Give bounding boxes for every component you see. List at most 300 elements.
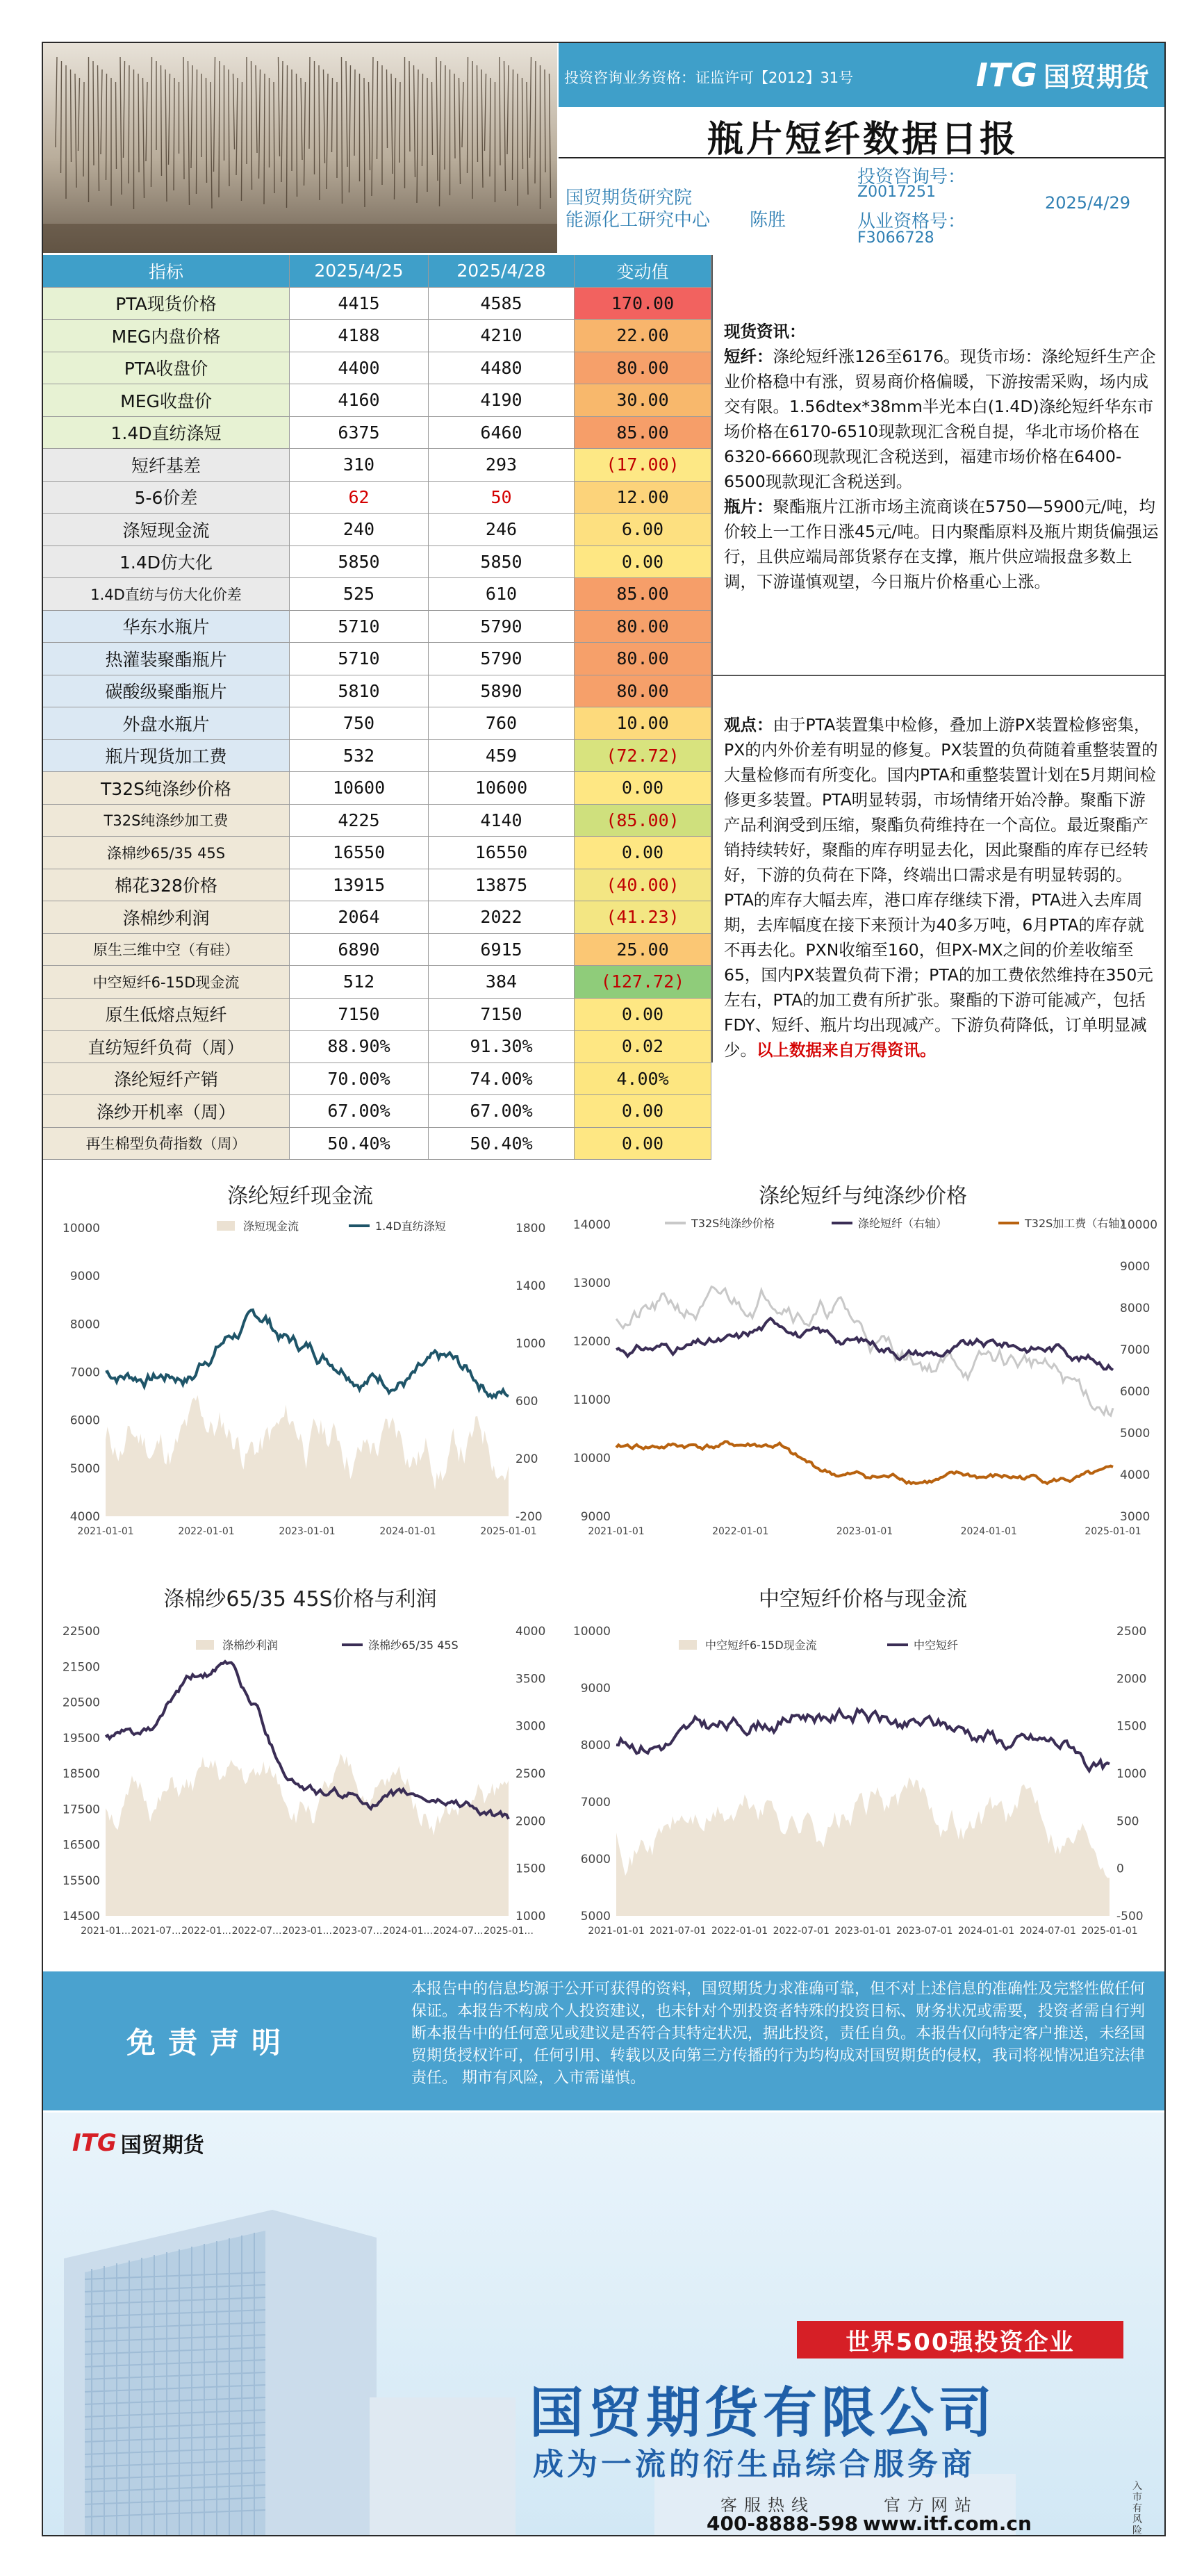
disclaimer-title: 免责声明 xyxy=(126,2026,294,2060)
row-value-prev: 240 xyxy=(290,514,429,545)
row-change: (17.00) xyxy=(575,449,711,481)
title-divider xyxy=(559,157,1166,158)
y-tick-right: 10000 xyxy=(1120,1218,1158,1232)
table-row xyxy=(43,611,711,643)
row-label: T32S纯涤纱价格 xyxy=(43,772,290,804)
brand-logo xyxy=(976,56,1149,94)
row-value-curr: 6915 xyxy=(429,934,575,966)
chip-text: 聚酯瓶片江浙市场主流商谈在5750—5900元/吨，均价较上一工作日涨45元/吨。日内聚酯原料及瓶片期货偏强运行，且供应端局部货紧存在支撑，瓶片供应端报盘多数上调，下游谨慎观望，今日瓶片价格重心上涨。 xyxy=(724,497,1159,591)
row-value-curr: 67.00% xyxy=(429,1095,575,1127)
row-label: 碳酸级聚酯瓶片 xyxy=(43,675,290,707)
y-tick-left: 6000 xyxy=(580,1853,611,1867)
chart-canvas xyxy=(43,1572,557,1968)
y-tick-left: 16500 xyxy=(62,1838,100,1853)
row-label: 再生棉型负荷指数（周） xyxy=(43,1128,290,1160)
x-tick: 2023-01-01 xyxy=(834,1926,891,1937)
series-line xyxy=(106,1310,509,1397)
logo-itg: ITG xyxy=(975,56,1038,94)
license-text: 投资咨询业务资格：证监许可【2012】31号 xyxy=(564,69,854,86)
table-row xyxy=(43,384,711,417)
y-tick-left: 13000 xyxy=(572,1277,611,1290)
y-tick-left: 9000 xyxy=(580,1682,611,1696)
y-tick-right: 1000 xyxy=(516,1337,546,1351)
legend-swatch xyxy=(196,1640,214,1650)
row-value-prev: 750 xyxy=(290,707,429,739)
y-tick-right: 4000 xyxy=(516,1625,546,1639)
chart-canvas xyxy=(43,1169,557,1568)
row-value-curr: 5890 xyxy=(429,675,575,707)
row-label: 涤棉纱65/35 45S xyxy=(43,837,290,869)
row-value-curr: 4480 xyxy=(429,352,575,384)
col-header-date2: 2025/4/28 xyxy=(429,255,575,287)
table-row xyxy=(43,934,711,967)
row-change: 170.00 xyxy=(575,288,711,320)
x-tick: 2024-01-01 xyxy=(957,1926,1015,1937)
y-tick-right: 2000 xyxy=(516,1814,546,1829)
y-tick-right: 200 xyxy=(516,1452,538,1466)
row-value-prev: 5710 xyxy=(290,611,429,643)
row-value-curr: 293 xyxy=(429,449,575,481)
row-value-prev: 13915 xyxy=(290,869,429,901)
y-tick-right: 1000 xyxy=(516,1910,546,1923)
row-value-prev: 67.00% xyxy=(290,1095,429,1127)
practice-label: 从业资格号： xyxy=(857,211,966,232)
hotline-label: 客服热线 xyxy=(720,2495,815,2515)
y-tick-right: 2500 xyxy=(516,1767,546,1781)
row-label: 1.4D直纺与仿大化价差 xyxy=(43,578,290,610)
row-value-curr: 246 xyxy=(429,514,575,545)
legend-label: 涤棉纱利润 xyxy=(222,1639,279,1652)
y-tick-right: 1800 xyxy=(516,1222,546,1236)
row-value-prev: 512 xyxy=(290,966,429,998)
header-panel xyxy=(559,43,1166,253)
x-tick: 2024-01-01 xyxy=(960,1526,1017,1537)
table-row xyxy=(43,320,711,352)
y-tick-right: 3000 xyxy=(516,1719,546,1734)
chart-title: 中空短纤价格与现金流 xyxy=(759,1587,967,1611)
row-value-prev: 70.00% xyxy=(290,1063,429,1095)
row-label: 原生三维中空（有硅） xyxy=(43,934,290,966)
row-label: 原生低熔点短纤 xyxy=(43,999,290,1031)
series-area xyxy=(106,1754,509,1916)
report-title: 瓶片短纤数据日报 xyxy=(707,119,1019,161)
y-tick-left: 10000 xyxy=(62,1222,100,1236)
legend-label: T32S加工费（右轴） xyxy=(1025,1217,1131,1230)
row-label: 1.4D直纺涤短 xyxy=(43,417,290,449)
row-label: MEG收盘价 xyxy=(43,384,290,416)
row-label: PTA现货价格 xyxy=(43,288,290,320)
x-tick: 2023-01... xyxy=(282,1926,332,1937)
y-tick-right: -500 xyxy=(1116,1910,1144,1923)
row-value-prev: 525 xyxy=(290,578,429,610)
x-tick: 2022-07-01 xyxy=(773,1926,830,1937)
commentary-panel xyxy=(711,255,1166,1063)
x-tick: 2023-07-01 xyxy=(896,1926,953,1937)
row-value-prev: 50.40% xyxy=(290,1128,429,1160)
y-tick-left: 10000 xyxy=(572,1452,611,1466)
y-tick-left: 14500 xyxy=(62,1910,100,1923)
y-tick-left: 20500 xyxy=(62,1696,100,1710)
row-value-curr: 459 xyxy=(429,740,575,772)
consult-label: 投资咨询号： xyxy=(857,167,966,188)
y-tick-left: 5000 xyxy=(69,1461,100,1476)
row-value-curr: 5790 xyxy=(429,611,575,643)
y-tick-left: 17500 xyxy=(62,1803,100,1817)
source-note: 以上数据来自万得资讯。 xyxy=(757,1040,937,1060)
y-tick-right: 600 xyxy=(516,1395,538,1409)
view-text: 由于PTA装置集中检修，叠加上游PX装置检修密集，PX的内外价差有明显的修复。PX装置的负荷随着重整装置的大量检修而有所变化。国内PTA和重整装置计划在5月期间检修更多装置。PTA明显转弱，市场情绪开始冷静。聚酯下游产品利润受到压缩，聚酯负荷维持在一个高位。最近聚酯产销持续转好，聚酯的库存明显去化，因此聚酯的库存已经转好，下游的负荷在下降，终端出口需求是有明显转弱的。PTA的库存大幅去库，港口库存继续下滑，PTA进入去库周期，去库幅度在接下来预计为40多万吨，6月PTA的库存就不再去化。PXN收缩至160，但PX-MX之间的价差收缩至65，国内PX装置负荷下滑；PTA的加工费依然维持在350元左右，PTA的加工费有所扩张。聚酯的下游可能减产，包括FDY、短纤、瓶片均出现减产。下游负荷降低，订单明显减少。 xyxy=(724,715,1158,1060)
legend-label: 涤棉纱65/35 45S xyxy=(368,1639,459,1652)
series-line xyxy=(616,1287,1113,1416)
row-label: 1.4D仿大化 xyxy=(43,546,290,578)
row-change: 80.00 xyxy=(575,352,711,384)
row-label: 华东水瓶片 xyxy=(43,611,290,643)
legend-label: T32S纯涤纱价格 xyxy=(691,1217,775,1230)
row-value-curr: 4190 xyxy=(429,384,575,416)
x-tick: 2024-07... xyxy=(433,1926,484,1937)
y-tick-left: 22500 xyxy=(62,1625,100,1639)
chart-hollow-staple xyxy=(561,1572,1165,1968)
series-area xyxy=(616,1778,1110,1917)
row-value-curr: 5850 xyxy=(429,546,575,578)
table-row xyxy=(43,352,711,385)
row-value-prev: 7150 xyxy=(290,999,429,1031)
table-row xyxy=(43,1095,711,1128)
x-tick: 2021-01-01 xyxy=(77,1526,134,1537)
staple-text: 涤纶短纤涨126至6176。现货市场：涤纶短纤生产企业价格稳中有涨，贸易商价格偏暖，下游按需采购，场内成交有限。1.56dtex*38mm半光本白(1.4D)涤纶短纤华东市场价格在6170-6510现款现汇含税自提，华北市场价格在6320-6660现款现汇含税送到，福建市场价格在6400-6500现款现汇含税送到。 xyxy=(724,347,1156,491)
row-change: 0.00 xyxy=(575,999,711,1031)
row-value-curr: 760 xyxy=(429,707,575,739)
row-value-prev: 2064 xyxy=(290,901,429,933)
table-row xyxy=(43,1031,711,1063)
row-change: 25.00 xyxy=(575,934,711,966)
view-label: 观点： xyxy=(724,715,773,735)
row-change: 0.00 xyxy=(575,837,711,869)
row-value-curr: 4140 xyxy=(429,805,575,837)
table-row xyxy=(43,288,711,320)
y-tick-right: 4000 xyxy=(1120,1468,1151,1482)
y-tick-left: 10000 xyxy=(572,1625,611,1639)
y-tick-right: 500 xyxy=(1116,1814,1139,1829)
y-tick-left: 11000 xyxy=(572,1393,611,1407)
table-row xyxy=(43,643,711,675)
y-tick-left: 21500 xyxy=(62,1660,100,1675)
website-url: www.itf.com.cn xyxy=(863,2512,1032,2535)
table-row xyxy=(43,901,711,934)
table-row xyxy=(43,578,711,611)
row-label: T32S纯涤纱加工费 xyxy=(43,805,290,837)
x-tick: 2023-01-01 xyxy=(836,1526,893,1537)
row-change: 85.00 xyxy=(575,417,711,449)
legend-swatch xyxy=(679,1640,697,1650)
row-label: 直纺短纤负荷（周） xyxy=(43,1031,290,1063)
row-value-curr: 7150 xyxy=(429,999,575,1031)
staple-label: 短纤： xyxy=(724,347,773,366)
x-tick: 2021-01-01 xyxy=(588,1926,645,1937)
table-row xyxy=(43,740,711,773)
y-tick-left: 5000 xyxy=(580,1910,611,1923)
row-label: 短纤基差 xyxy=(43,449,290,481)
y-tick-left: 12000 xyxy=(572,1335,611,1349)
hotline-number: 400-8888-598 xyxy=(707,2512,859,2535)
x-tick: 2021-01-01 xyxy=(588,1526,645,1537)
report-date: 2025/4/29 xyxy=(1045,193,1131,213)
institute: 国贸期货研究院 xyxy=(566,188,693,208)
row-value-prev: 10600 xyxy=(290,772,429,804)
series-line xyxy=(616,1441,1113,1484)
table-row xyxy=(43,999,711,1031)
table-header xyxy=(43,255,711,288)
legend-label: 涤纶短纤（右轴） xyxy=(858,1217,948,1230)
table-row xyxy=(43,449,711,482)
y-tick-left: 6000 xyxy=(69,1413,100,1428)
row-value-curr: 91.30% xyxy=(429,1031,575,1063)
y-tick-right: 1000 xyxy=(1116,1767,1147,1781)
row-value-prev: 5710 xyxy=(290,643,429,675)
logo-cn: 国贸期货 xyxy=(1043,62,1149,92)
chart-canvas xyxy=(561,1572,1165,1968)
table-row xyxy=(43,837,711,869)
row-label: 5-6价差 xyxy=(43,482,290,514)
y-tick-left: 8000 xyxy=(69,1318,100,1332)
row-value-curr: 74.00% xyxy=(429,1063,575,1095)
y-tick-right: -200 xyxy=(516,1510,543,1524)
chip-label: 瓶片： xyxy=(724,497,773,516)
ad-logo-itg: ITG xyxy=(72,2129,117,2157)
y-tick-left: 8000 xyxy=(580,1739,611,1753)
row-value-curr: 2022 xyxy=(429,901,575,933)
row-value-prev: 4415 xyxy=(290,288,429,320)
row-value-curr: 16550 xyxy=(429,837,575,869)
y-tick-left: 4000 xyxy=(69,1510,100,1524)
x-tick: 2024-07-01 xyxy=(1019,1926,1076,1937)
x-tick: 2025-01-01 xyxy=(480,1526,537,1537)
x-tick: 2025-01-01 xyxy=(1081,1926,1138,1937)
y-tick-left: 7000 xyxy=(580,1796,611,1810)
series-line xyxy=(616,1709,1110,1771)
legend-label: 涤短现金流 xyxy=(243,1220,299,1233)
x-tick: 2023-07... xyxy=(332,1926,383,1937)
row-change: 4.00% xyxy=(575,1063,711,1095)
practice-no: F3066728 xyxy=(857,229,934,247)
table-row xyxy=(43,482,711,514)
table-row xyxy=(43,707,711,740)
row-change: 30.00 xyxy=(575,384,711,416)
row-value-prev: 62 xyxy=(290,482,429,514)
chart-canvas xyxy=(561,1169,1165,1568)
row-value-prev: 4400 xyxy=(290,352,429,384)
x-tick: 2021-07-01 xyxy=(650,1926,707,1937)
y-tick-right: 2500 xyxy=(1116,1625,1147,1639)
table-row xyxy=(43,805,711,837)
y-tick-left: 15500 xyxy=(62,1873,100,1888)
row-change: 85.00 xyxy=(575,578,711,610)
y-tick-right: 3500 xyxy=(516,1672,546,1687)
x-tick: 2022-01... xyxy=(181,1926,231,1937)
col-header-indicator: 指标 xyxy=(43,255,290,287)
row-change: 10.00 xyxy=(575,707,711,739)
center: 能源化工研究中心 xyxy=(566,210,711,231)
x-tick: 2025-01... xyxy=(484,1926,534,1937)
row-value-prev: 4225 xyxy=(290,805,429,837)
row-change: 80.00 xyxy=(575,675,711,707)
y-tick-left: 9000 xyxy=(580,1510,611,1524)
chart-title: 涤纶短纤与纯涤纱价格 xyxy=(759,1184,967,1208)
row-value-curr: 13875 xyxy=(429,869,575,901)
table-row xyxy=(43,514,711,546)
y-tick-left: 19500 xyxy=(62,1731,100,1746)
row-label: 中空短纤6-15D现金流 xyxy=(43,966,290,998)
row-change: 0.00 xyxy=(575,1128,711,1160)
row-value-curr: 610 xyxy=(429,578,575,610)
series-area xyxy=(106,1395,509,1516)
ad-side-text: 入市有风险 xyxy=(1132,2481,1142,2536)
ad-company-name: 国贸期货有限公司 xyxy=(529,2382,997,2445)
data-table xyxy=(43,255,711,1160)
row-value-prev: 5810 xyxy=(290,675,429,707)
row-change: 0.00 xyxy=(575,772,711,804)
y-tick-left: 18500 xyxy=(62,1767,100,1781)
row-value-curr: 384 xyxy=(429,966,575,998)
x-tick: 2023-01-01 xyxy=(279,1526,336,1537)
row-change: 0.02 xyxy=(575,1031,711,1063)
row-label: 涤纶短纤产销 xyxy=(43,1063,290,1095)
legend-label: 1.4D直纺涤短 xyxy=(375,1220,446,1233)
row-change: 12.00 xyxy=(575,482,711,514)
table-row xyxy=(43,675,711,708)
row-value-curr: 10600 xyxy=(429,772,575,804)
row-value-curr: 4585 xyxy=(429,288,575,320)
row-change: 6.00 xyxy=(575,514,711,545)
legend-label: 中空短纤6-15D现金流 xyxy=(705,1639,817,1652)
y-tick-right: 1500 xyxy=(1116,1719,1147,1734)
row-change: (41.23) xyxy=(575,901,711,933)
row-value-prev: 532 xyxy=(290,740,429,772)
row-label: 涤棉纱利润 xyxy=(43,901,290,933)
x-tick: 2024-01-01 xyxy=(379,1526,436,1537)
fortune500-badge: 世界500强投资企业 xyxy=(797,2321,1123,2358)
ad-slogan: 成为一流的衍生品综合服务商 xyxy=(533,2447,975,2482)
table-row xyxy=(43,869,711,902)
row-label: 棉花328价格 xyxy=(43,869,290,901)
report-page xyxy=(42,42,1166,2536)
x-tick: 2022-01-01 xyxy=(712,1526,769,1537)
row-label: PTA收盘价 xyxy=(43,352,290,384)
table-row xyxy=(43,1128,711,1160)
row-label: 热灌装聚酯瓶片 xyxy=(43,643,290,675)
row-value-prev: 4160 xyxy=(290,384,429,416)
chart-polycotton-yarn xyxy=(43,1572,557,1968)
row-value-prev: 4188 xyxy=(290,320,429,352)
row-label: 外盘水瓶片 xyxy=(43,707,290,739)
author: 陈胜 xyxy=(750,210,786,231)
row-value-prev: 310 xyxy=(290,449,429,481)
row-value-prev: 16550 xyxy=(290,837,429,869)
row-change: 0.00 xyxy=(575,1095,711,1127)
table-row xyxy=(43,1063,711,1096)
row-value-prev: 5850 xyxy=(290,546,429,578)
spot-heading: 现货资讯： xyxy=(724,322,806,341)
chart-title: 涤棉纱65/35 45S价格与利润 xyxy=(163,1587,437,1611)
y-tick-left: 7000 xyxy=(69,1365,100,1380)
table-row xyxy=(43,417,711,450)
spot-news xyxy=(713,255,1166,676)
x-tick: 2024-01... xyxy=(383,1926,433,1937)
row-value-curr: 6460 xyxy=(429,417,575,449)
x-tick: 2021-01... xyxy=(81,1926,131,1937)
chart-staple-yarn-price xyxy=(561,1169,1165,1568)
row-value-prev: 88.90% xyxy=(290,1031,429,1063)
row-label: 涤纱开机率（周） xyxy=(43,1095,290,1127)
table-row xyxy=(43,546,711,579)
y-tick-right: 8000 xyxy=(1120,1302,1151,1315)
row-change: (72.72) xyxy=(575,740,711,772)
y-tick-right: 1500 xyxy=(516,1862,546,1876)
legend-label: 中空短纤 xyxy=(914,1639,959,1652)
consult-no: Z0017251 xyxy=(857,183,937,201)
chart-staple-cashflow xyxy=(43,1169,557,1568)
row-change: (127.72) xyxy=(575,966,711,998)
viewpoint xyxy=(713,676,1166,1063)
y-tick-left: 9000 xyxy=(69,1270,100,1284)
row-value-curr: 4210 xyxy=(429,320,575,352)
legend-swatch xyxy=(217,1221,235,1231)
chart-title: 涤纶短纤现金流 xyxy=(227,1184,373,1208)
header-photo xyxy=(43,43,557,253)
y-tick-left: 14000 xyxy=(572,1218,611,1232)
row-change: 80.00 xyxy=(575,611,711,643)
row-label: 瓶片现货加工费 xyxy=(43,740,290,772)
y-tick-right: 5000 xyxy=(1120,1427,1151,1441)
y-tick-right: 0 xyxy=(1116,1862,1124,1876)
row-change: (40.00) xyxy=(575,869,711,901)
license-bar xyxy=(559,43,1166,107)
y-tick-right: 2000 xyxy=(1116,1672,1147,1687)
staple-paragraph xyxy=(724,344,1160,494)
table-row xyxy=(43,772,711,805)
y-tick-right: 9000 xyxy=(1120,1260,1151,1274)
x-tick: 2022-01-01 xyxy=(178,1526,235,1537)
col-header-change: 变动值 xyxy=(575,255,711,287)
y-tick-right: 3000 xyxy=(1120,1510,1151,1524)
chip-paragraph xyxy=(724,494,1160,594)
x-tick: 2022-07... xyxy=(231,1926,282,1937)
row-change: 22.00 xyxy=(575,320,711,352)
row-label: 涤短现金流 xyxy=(43,514,290,545)
row-value-curr: 50 xyxy=(429,482,575,514)
row-change: 0.00 xyxy=(575,546,711,578)
company-ad xyxy=(43,2113,1166,2536)
ad-logo xyxy=(72,2128,204,2158)
row-change: (85.00) xyxy=(575,805,711,837)
x-tick: 2022-01-01 xyxy=(711,1926,768,1937)
website-label: 官方网站 xyxy=(884,2495,978,2515)
disclaimer xyxy=(43,1971,1166,2110)
row-value-prev: 6375 xyxy=(290,417,429,449)
y-tick-right: 7000 xyxy=(1120,1343,1151,1357)
row-change: 80.00 xyxy=(575,643,711,675)
row-value-curr: 5790 xyxy=(429,643,575,675)
y-tick-right: 1400 xyxy=(516,1279,546,1293)
row-label: MEG内盘价格 xyxy=(43,320,290,352)
row-value-curr: 50.40% xyxy=(429,1128,575,1160)
disclaimer-text: 本报告中的信息均源于公开可获得的资料，国贸期货力求准确可靠，但不对上述信息的准确性及完整性做任何保证。本报告不构成个人投资建议，也未针对个别投资者特殊的投资目标、财务状况或需要，投资者需自行判断本报告中的任何意见或建议是否符合其特定状况，据此投资，责任自负。本报告仅向特定客户推送，未经国贸期货授权许可，任何引用、转载以及向第三方传播的行为均构成对国贸期货的侵权，我司将视情况追究法律责任。 期市有风险，入市需谨慎。 xyxy=(411,1980,1146,2087)
ad-logo-cn: 国贸期货 xyxy=(120,2133,204,2158)
table-row xyxy=(43,966,711,999)
x-tick: 2021-07... xyxy=(131,1926,181,1937)
col-header-date1: 2025/4/25 xyxy=(290,255,429,287)
y-tick-right: 6000 xyxy=(1120,1385,1151,1399)
